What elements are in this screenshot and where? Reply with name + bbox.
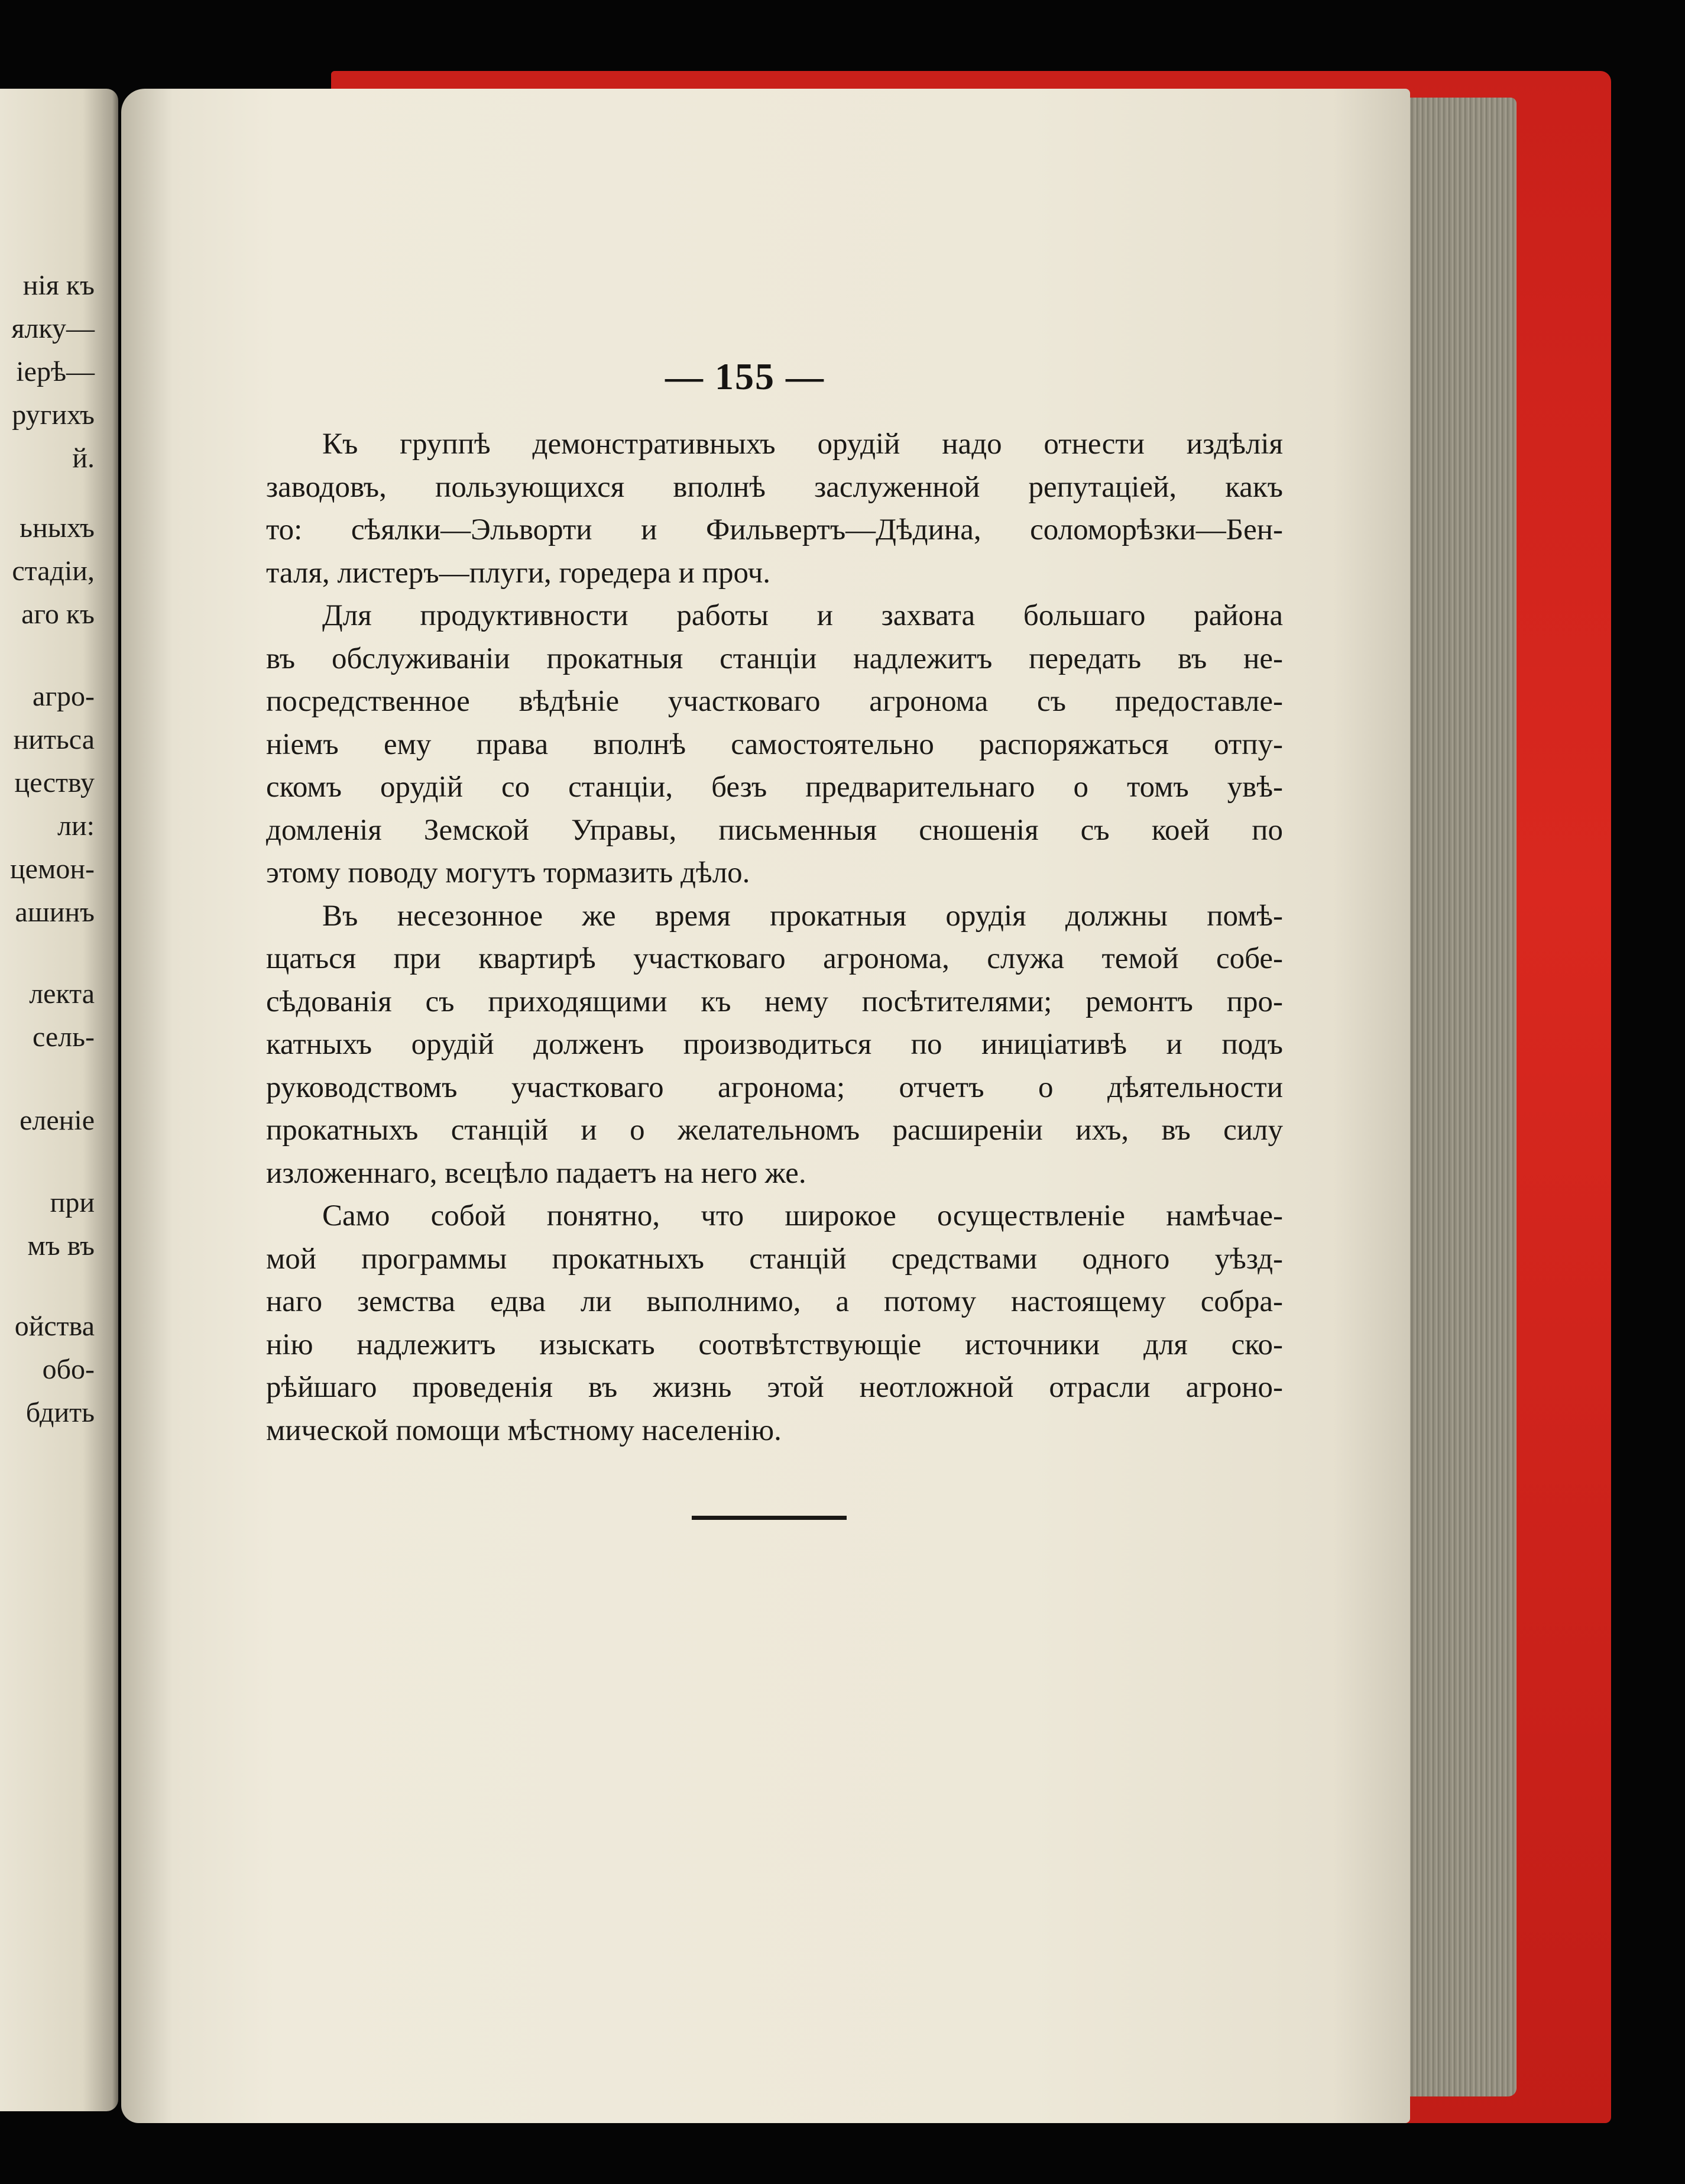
text-line: наго земства едва ли выполнимо, а потому настоящему собра- xyxy=(266,1285,1283,1318)
left-page-fragment: цеству xyxy=(14,767,95,798)
text-line: изложеннаго, всецѣло падаетъ на него же. xyxy=(266,1156,806,1190)
text-line: сѣдованія съ приходящими къ нему посѣтителями; ремонтъ про- xyxy=(266,985,1283,1018)
left-page-fragment: ли: xyxy=(57,810,95,842)
text-line: рѣйшаго проведенія въ жизнь этой неотложной отрасли агроно- xyxy=(266,1371,1283,1404)
page-text xyxy=(266,423,1283,1452)
text-line: Само собой понятно, что широкое осуществленіе намѣчае- xyxy=(322,1199,1283,1232)
page-number: — 155 — xyxy=(665,355,825,397)
left-page xyxy=(0,89,118,2111)
text-line: руководствомъ участковаго агронома; отчетъ о дѣятельности xyxy=(266,1070,1283,1104)
left-page-fragment: ьныхъ xyxy=(20,512,95,543)
text-line: этому поводу могутъ тормазить дѣло. xyxy=(266,856,750,889)
left-page-fragment: обо- xyxy=(42,1354,95,1385)
left-page-fragment: нитьса xyxy=(13,724,95,755)
text-line: прокатныхъ станцій и о желательномъ расширеніи ихъ, въ силу xyxy=(266,1114,1283,1147)
left-page-fragment: й. xyxy=(72,442,95,474)
left-page-fragment: ругихъ xyxy=(12,399,95,431)
left-page-fragment: цемон- xyxy=(9,853,95,885)
left-page-fragment: ялку— xyxy=(11,313,95,344)
left-page-fragment: стадіи, xyxy=(12,555,95,587)
left-page-fragment: лекта xyxy=(29,978,95,1010)
text-line: таля, листеръ—плуги, горедера и проч. xyxy=(266,556,771,590)
left-page-fragment: агро- xyxy=(33,681,95,712)
left-page-fragment: нія къ xyxy=(22,270,95,301)
text-line: скомъ орудій со станціи, безъ предварительнаго о томъ увѣ- xyxy=(266,771,1283,804)
left-page-fragment: іерѣ— xyxy=(16,356,95,387)
text-line: ніемъ ему права вполнѣ самостоятельно распоряжаться отпу- xyxy=(266,727,1283,761)
left-page-fragment: мъ въ xyxy=(27,1230,95,1261)
text-line: въ обслуживаніи прокатныя станціи надлежитъ передать въ не- xyxy=(266,642,1283,675)
left-page-fragment: при xyxy=(50,1187,95,1218)
text-line: домленія Земской Управы, письменныя сношенія съ коей по xyxy=(266,813,1283,847)
page-block-edge xyxy=(1392,98,1516,2096)
left-page-fragment: ойства xyxy=(14,1311,95,1342)
left-page-fragment: ашинъ xyxy=(15,897,95,928)
text-line: щаться при квартирѣ участковаго агронома, служа темой собе- xyxy=(266,942,1283,975)
text-line: нію надлежитъ изыскать соотвѣтствующіе источники для ско- xyxy=(266,1328,1283,1361)
book-page xyxy=(121,89,1410,2123)
left-page-fragment: аго къ xyxy=(21,598,95,630)
left-page-fragment: еленіе xyxy=(20,1105,95,1136)
text-line: мической помощи мѣстному населенію. xyxy=(266,1413,782,1447)
text-line: Къ группѣ демонстративныхъ орудій надо отнести издѣлія xyxy=(322,428,1283,461)
text-line: то: сѣялки—Эльворти и Фильвертъ—Дѣдина, соломорѣзки—Бен- xyxy=(266,513,1283,546)
text-line: Для продуктивности работы и захвата большаго района xyxy=(322,599,1283,632)
text-line: Въ несезонное же время прокатныя орудія должны помѣ- xyxy=(322,899,1283,933)
section-end-rule xyxy=(692,1516,847,1520)
text-line: заводовъ, пользующихся вполнѣ заслуженной репутаціей, какъ xyxy=(266,470,1283,504)
left-page-fragment: сель- xyxy=(32,1021,95,1053)
text-line: мой программы прокатныхъ станцій средствами одного уѣзд- xyxy=(266,1242,1283,1276)
text-line: катныхъ орудій долженъ производиться по иниціативѣ и подъ xyxy=(266,1028,1283,1061)
text-line: посредственное вѣдѣніе участковаго агронома съ предоставле- xyxy=(266,685,1283,718)
left-page-fragment: бдить xyxy=(25,1397,95,1428)
